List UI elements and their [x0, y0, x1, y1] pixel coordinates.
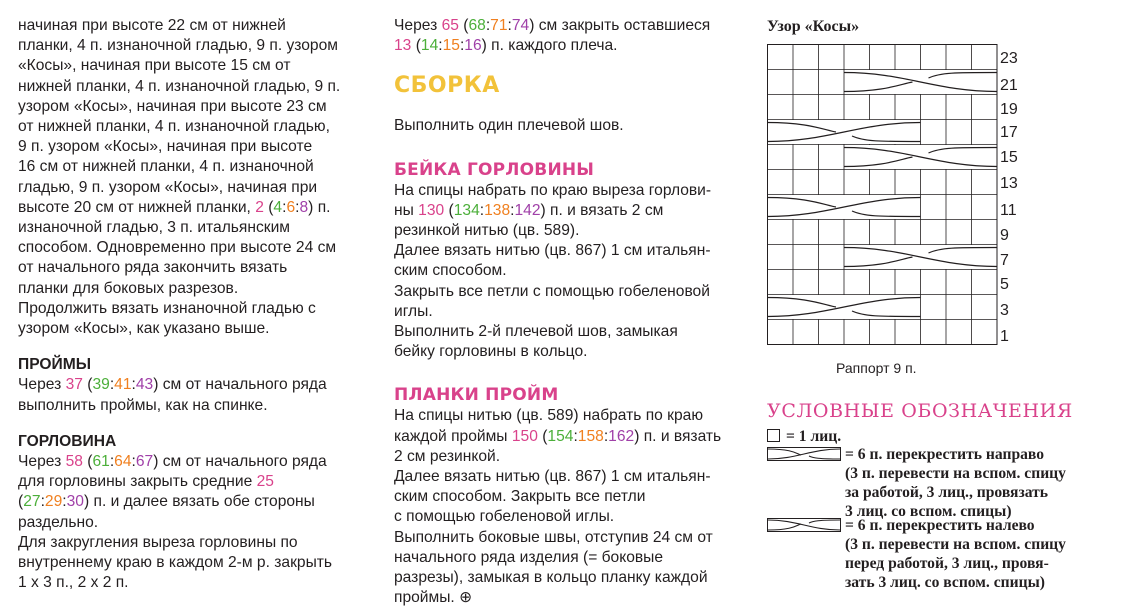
text-line: «Косы», начиная при высоте 15 см от	[18, 57, 291, 75]
chart-grid	[767, 44, 999, 350]
row-number: 11	[1000, 202, 1017, 219]
legend-left-cross	[845, 516, 1066, 592]
row-number: 9	[1000, 227, 1009, 244]
legend-line: 3 лиц. со вспом. спицы)	[845, 503, 1012, 520]
text-line: Выполнить один плечевой шов.	[394, 117, 624, 135]
legend-line: за работой, 3 лиц., провязать	[845, 484, 1049, 501]
row-number: 1	[1000, 328, 1009, 345]
section-title-planki: ПЛАНКИ ПРОЙМ	[394, 385, 559, 406]
text-line: Через 58 (61:64:67) см от начального ряда	[18, 453, 327, 471]
col1-intro	[18, 16, 363, 339]
text-line: Выполнить 2-й плечевой шов, замыкая	[394, 323, 678, 341]
legend-knit-text: = 1 лиц.	[786, 428, 842, 445]
text-line: гладью, 9 п. узором «Косы», начиная при	[18, 178, 318, 196]
legend-line: = 6 п. перекрестить налево	[845, 517, 1035, 534]
col2-planki	[394, 406, 749, 608]
text-line: планки, 4 п. изнаночной гладью, 9 п. узором	[18, 37, 338, 55]
text-line: 2 см резинкой.	[394, 447, 501, 465]
text-line: внутреннему краю в каждом 2-м р. закрыть	[18, 554, 333, 572]
text-line: 9 п. узором «Косы», начиная при высоте	[18, 138, 313, 156]
text-line: ским способом.	[394, 262, 507, 280]
text-line: Через 65 (68:71:74) см закрыть оставшиеся	[394, 17, 711, 34]
section-title-beyka: БЕЙКА ГОРЛОВИНЫ	[394, 159, 595, 180]
text-line: разрезы), замыкая в кольцо планку каждой	[394, 569, 708, 587]
text-line: Продолжить вязать изнаночной гладью с	[18, 299, 316, 317]
col2-intro	[394, 16, 749, 56]
knitting-chart	[767, 44, 999, 355]
col2-beyka	[394, 181, 749, 363]
row-number: 3	[1000, 302, 1009, 319]
text-line: проймы. ⊕	[394, 589, 473, 607]
text-line: 13 (14:15:16) п. каждого плеча.	[394, 37, 618, 55]
text-line: Далее вязать нитью (цв. 867) 1 см итальян-	[394, 242, 711, 260]
text-line: для горловины закрыть средние 25	[18, 473, 274, 491]
text-line: каждой проймы 150 (154:158:162) п. и вязать	[394, 427, 722, 445]
row-number: 15	[1000, 149, 1018, 166]
text-line: Через 37 (39:41:43) см от начального ряда	[18, 376, 327, 394]
legend-right-cross	[845, 445, 1066, 521]
text-line: планки для боковых разрезов.	[18, 279, 239, 297]
legend-line: (3 п. перевести на вспом. спицу	[845, 536, 1066, 553]
section-title-gorlovina: ГОРЛОВИНА	[18, 432, 117, 450]
text-line: резинкой нитью (цв. 589).	[394, 222, 580, 240]
text-line: высоте 20 см от нижней планки, 2 (4:6:8) п.	[18, 198, 331, 216]
text-line: выполнить проймы, как на спинке.	[18, 396, 268, 414]
text-line: иглы.	[394, 302, 433, 320]
text-column-1	[18, 16, 363, 593]
legend-line: (3 п. перевести на вспом. спицу	[845, 465, 1066, 482]
text-line: 16 см от нижней планки, 4 п. изнаночной	[18, 158, 314, 176]
row-number: 7	[1000, 252, 1009, 269]
row-number: 19	[1000, 101, 1018, 118]
text-line: Далее вязать нитью (цв. 867) 1 см итальян-	[394, 468, 711, 486]
row-number: 23	[1000, 50, 1018, 67]
cross-right-icon	[767, 447, 841, 461]
text-line: от нижней планки, 4 п. изнаночной гладью,	[18, 118, 330, 136]
text-line: начиная при высоте 22 см от нижней	[18, 17, 286, 34]
col2-sborka	[394, 116, 749, 136]
col1-proymy	[18, 375, 363, 415]
empty-cell-icon	[767, 429, 780, 442]
legend-line: зать 3 лиц. со вспом. спицы)	[845, 574, 1045, 591]
text-line: На спицы нитью (цв. 589) набрать по краю	[394, 407, 704, 425]
row-number: 5	[1000, 276, 1009, 293]
row-number: 17	[1000, 124, 1018, 141]
text-line: 1 х 3 п., 2 х 2 п.	[18, 574, 129, 592]
text-line: бейку горловины в кольцо.	[394, 343, 588, 361]
col1-gorlovina	[18, 452, 363, 593]
legend-knit	[767, 427, 841, 446]
text-line: нижней планки, 4 п. изнаночной гладью, 9 п.	[18, 77, 341, 95]
legend-title: УСЛОВНЫЕ ОБОЗНАЧЕНИЯ	[767, 400, 1073, 422]
text-line: Выполнить боковые швы, отступив 24 см от	[394, 528, 713, 546]
text-column-2	[394, 16, 749, 608]
rapport-label: Раппорт 9 п.	[836, 360, 917, 376]
text-line: (27:29:30) п. и далее вязать обе стороны	[18, 493, 315, 511]
row-number: 13	[1000, 175, 1018, 192]
text-line: узором «Косы», как указано выше.	[18, 320, 270, 338]
text-line: от начального ряда закончить вязать	[18, 259, 288, 277]
text-line: ны 130 (134:138:142) п. и вязать 2 см	[394, 201, 664, 219]
section-title-proymy: ПРОЙМЫ	[18, 356, 91, 374]
text-line: узором «Косы», начиная при высоте 23 см	[18, 97, 327, 115]
cross-left-icon	[767, 518, 841, 532]
text-line: начального ряда изделия (= боковые	[394, 548, 664, 566]
section-title-sborka: СБОРКА	[394, 73, 500, 99]
text-line: изнаночной гладью, 3 п. итальянским	[18, 219, 291, 237]
text-line: с помощью гобеленовой иглы.	[394, 508, 615, 526]
text-line: раздельно.	[18, 513, 99, 531]
text-line: ским способом. Закрыть все петли	[394, 488, 646, 506]
text-line: Закрыть все петли с помощью гобеленовой	[394, 282, 710, 300]
chart-title: Узор «Косы»	[767, 18, 860, 35]
legend-line: перед работой, 3 лиц., провя-	[845, 555, 1049, 572]
legend-line: = 6 п. перекрестить направо	[845, 446, 1045, 463]
text-line: На спицы набрать по краю выреза горлови-	[394, 181, 712, 199]
text-line: способом. Одновременно при высоте 24 см	[18, 239, 337, 257]
row-number: 21	[1000, 77, 1018, 94]
text-line: Для закругления выреза горловины по	[18, 533, 298, 551]
